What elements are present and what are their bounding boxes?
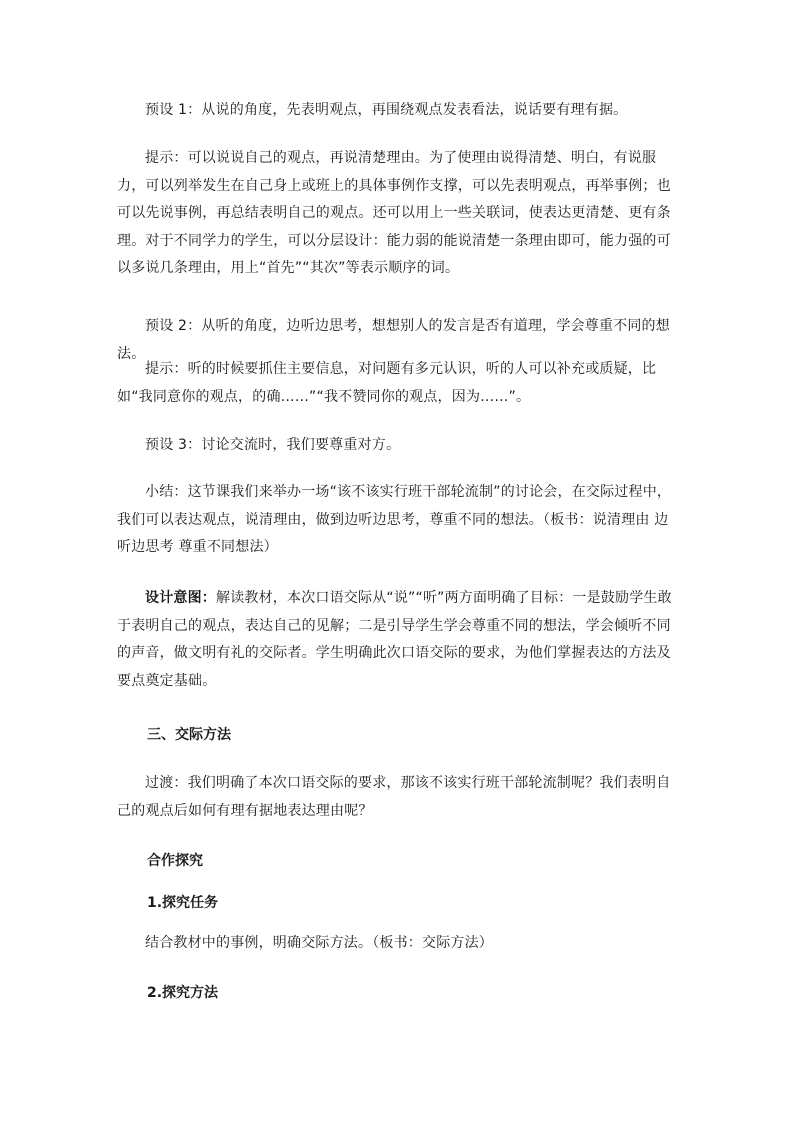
transition-paragraph: 过渡：我们明确了本次口语交际的要求，那该不该实行班干部轮流制呢？我们表明自己的观点后如何有理有据地表达理由呢？ (117, 775, 671, 819)
hint-1-paragraph: 提示：可以说说自己的观点，再说清楚理由。为了使理由说得清楚、明白，有说服力，可以列举发生在自己身上或班上的具体事例作支撑，可以先表明观点，再举事例；也可以先说事例，再总结表明自己的观点。还可以用上一些关联词，使表达更清楚、更有条理。对于不同学力的学生，可以分层设计：能力弱的能说清楚一条理由即可，能力强的可以多说几条理由，用上“首先”“其次”等表示顺序的词。 (117, 150, 671, 276)
inquiry-method-heading: 2.探究方法 (147, 985, 219, 1001)
cooperative-inquiry-heading: 合作探究 (147, 853, 203, 869)
design-intent-paragraph (117, 585, 681, 695)
preset-1-paragraph: 预设 1：从说的角度，先表明观点，再围绕观点发表看法，说话要有理有据。 (145, 102, 628, 118)
design-intent-text: 解读教材，本次口语交际从“说”“听”两方面明确了目标：一是鼓励学生敢于表明自己的观点，表达自己的见解；二是引导学生学会尊重不同的想法，学会倾听不同的声音，做文明有礼的交际者。学生明确此次口语交际的要求，为他们掌握表达的方法及要点奠定基础。 (117, 590, 672, 689)
inquiry-task-paragraph: 结合教材中的事例，明确交际方法。（板书：交际方法） (145, 935, 493, 951)
summary-paragraph: 小结：这节课我们来举办一场“该不该实行班干部轮流制”的讨论会，在交际过程中，我们可以表达观点，说清理由，做到边听边思考，尊重不同的想法。（板书：说清理由 边听边思考 尊重不同想法） (117, 484, 672, 555)
preset-3-paragraph: 预设 3：讨论交流时，我们要尊重对方。 (145, 437, 401, 453)
hint-2-paragraph: 提示：听的时候要抓住主要信息，对问题有多元认识，听的人可以补充或质疑，比如“我同意你的观点，的确……”“我不赞同你的观点，因为……”。 (117, 361, 657, 405)
preset-2-paragraph: 预设 2：从听的角度，边听边思考，想想别人的发言是否有道理，学会尊重不同的想法。 (117, 318, 670, 362)
design-intent-label: 设计意图： (145, 590, 216, 606)
section-three-heading: 三、交际方法 (147, 727, 231, 743)
inquiry-task-heading: 1.探究任务 (147, 895, 219, 911)
